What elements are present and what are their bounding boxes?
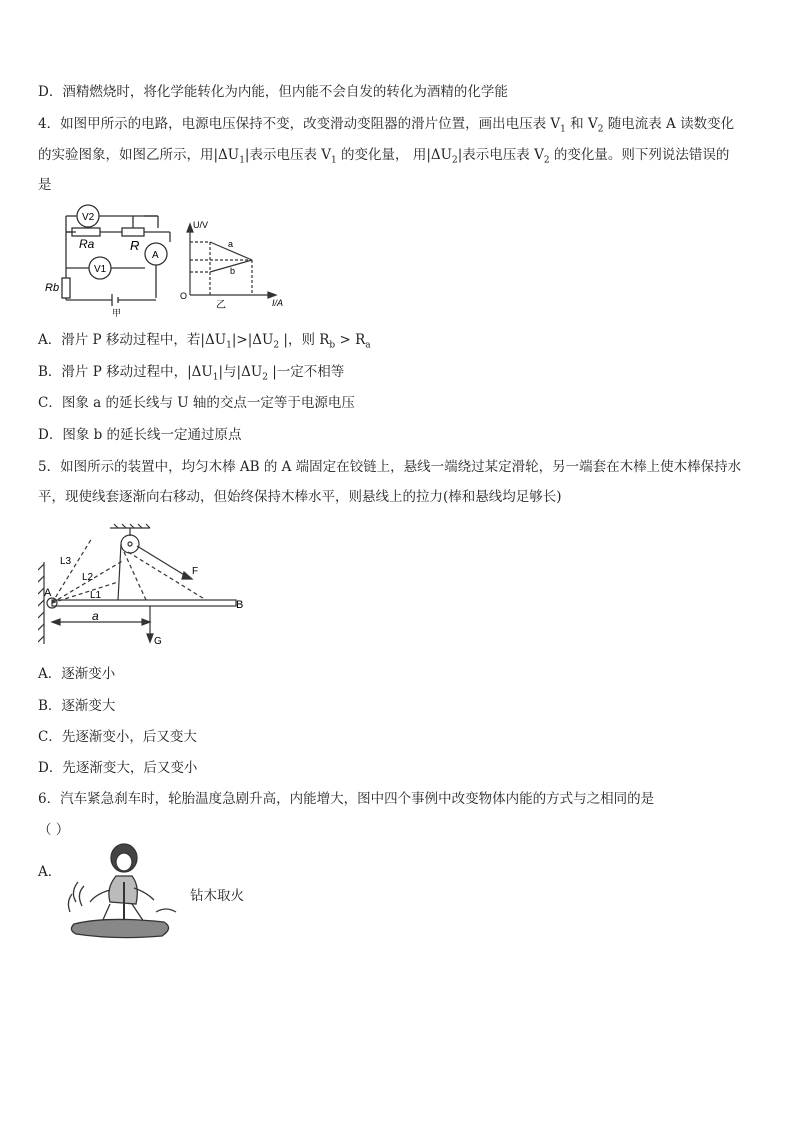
q6-answer-paren: （ ） (38, 822, 70, 838)
q4-stem-line1 (38, 114, 734, 140)
q5-stem: 5．如图所示的装置中，均匀木棒 AB 的 A 端固定在铰链上，悬线一端绕过某定滑轮，另一端套在木棒上使木棒保持水平，现使线套逐渐向右移动，但始终保持木棒水平，则悬线上的拉力(棒和悬线均足够长) (38, 459, 742, 505)
q4-stem-part: |表示电压表 V (457, 147, 544, 163)
q4-stem-part: |表示电压表 V (244, 147, 332, 163)
q4-stem-part: 的实验图象，如图乙所示，用|ΔU (38, 147, 240, 163)
length-a-label: a (92, 609, 99, 623)
q6-option-a-text: 钻木取火 (190, 888, 244, 904)
opt-part: B．滑片 P 移动过程中，|ΔU (38, 364, 213, 380)
sub-2: 2 (262, 372, 268, 383)
line-a-label: a (228, 239, 234, 249)
opt-part: |与|ΔU (218, 364, 263, 380)
sub-2: 2 (273, 340, 280, 351)
q5-option-b: B．逐渐变大 (38, 698, 116, 714)
q4-stem-line2 (38, 145, 729, 171)
i-axis-label: I/A (272, 298, 284, 308)
sub-1: 1 (212, 372, 219, 383)
r-label: R (130, 238, 140, 253)
opt-part: |>|ΔU (231, 332, 274, 348)
q5-option-c: C．先逐渐变小，后又变大 (38, 729, 197, 745)
force-f-label: F (192, 566, 199, 577)
q5-option-d: D．先逐渐变大，后又变小 (38, 760, 198, 776)
sub-1: 1 (239, 155, 245, 166)
line-b-label: b (230, 266, 236, 276)
q4-stem-part: 随电流表 A 读数变化 (603, 116, 735, 132)
sub-a: a (365, 340, 371, 351)
l3-label: L3 (60, 556, 72, 567)
l1-label: L1 (90, 590, 102, 601)
q4-stem-part: 的变化量。则下列说法错误的 (549, 147, 730, 163)
q4-circuit-figure (40, 200, 290, 318)
q3-option-d: D．酒精燃烧时，将化学能转化为内能，但内能不会自发的转化为酒精的化学能 (38, 84, 508, 100)
q6-option-a-label: A． (38, 864, 62, 880)
opt-part: |一定不相等 (267, 364, 345, 380)
q6-stem: 6．汽车紧急刹车时，轮胎温度急剧升高，内能增大，图中四个事例中改变物体内能的方式与之相同的是 (38, 791, 655, 807)
q4-stem-part: 和 V (565, 116, 598, 132)
v2-label: V2 (82, 212, 95, 223)
q5-lever-figure (38, 522, 253, 652)
l2-label: L2 (82, 572, 94, 583)
q4-option-c: C．图象 a 的延长线与 U 轴的交点一定等于电源电压 (38, 395, 355, 411)
opt-part: A．滑片 P 移动过程中，若|ΔU (38, 332, 227, 348)
sub-1: 1 (226, 340, 232, 351)
u-axis-label: U/V (193, 220, 209, 230)
q4-option-b (38, 362, 344, 388)
q4-stem-line3: 是 (38, 177, 52, 193)
sub-2: 2 (543, 155, 550, 166)
gravity-g-label: G (154, 636, 162, 647)
point-a-label: A (44, 587, 52, 599)
ra-label: Ra (79, 237, 95, 251)
drill-wood-illustration (66, 842, 184, 942)
fig-yi-label: 乙 (216, 300, 226, 311)
point-b-label: B (236, 599, 244, 611)
q4-option-d: D．图象 b 的延长线一定通过原点 (38, 427, 242, 443)
rb-label: Rb (45, 282, 60, 294)
sub-1: 1 (331, 155, 337, 166)
sub-b: b (329, 340, 336, 351)
fig-jia-label: 甲 (112, 308, 122, 318)
sub-1: 1 (560, 124, 566, 135)
q5-option-a: A．逐渐变小 (38, 666, 116, 682)
q4-stem-part: 4．如图甲所示的电路，电源电压保持不变，改变滑动变阻器的滑片位置，画出电压表 V (38, 116, 561, 132)
q4-option-a (38, 330, 371, 356)
sub-2: 2 (597, 124, 604, 135)
sub-2: 2 (452, 155, 458, 166)
q4-stem-part: 的变化量， 用|ΔU (336, 147, 453, 163)
v1-label: V1 (94, 264, 107, 275)
opt-part: |，则 R (279, 332, 330, 348)
origin-label: O (180, 291, 188, 301)
ammeter-label: A (152, 250, 159, 261)
opt-part: > R (335, 332, 366, 348)
